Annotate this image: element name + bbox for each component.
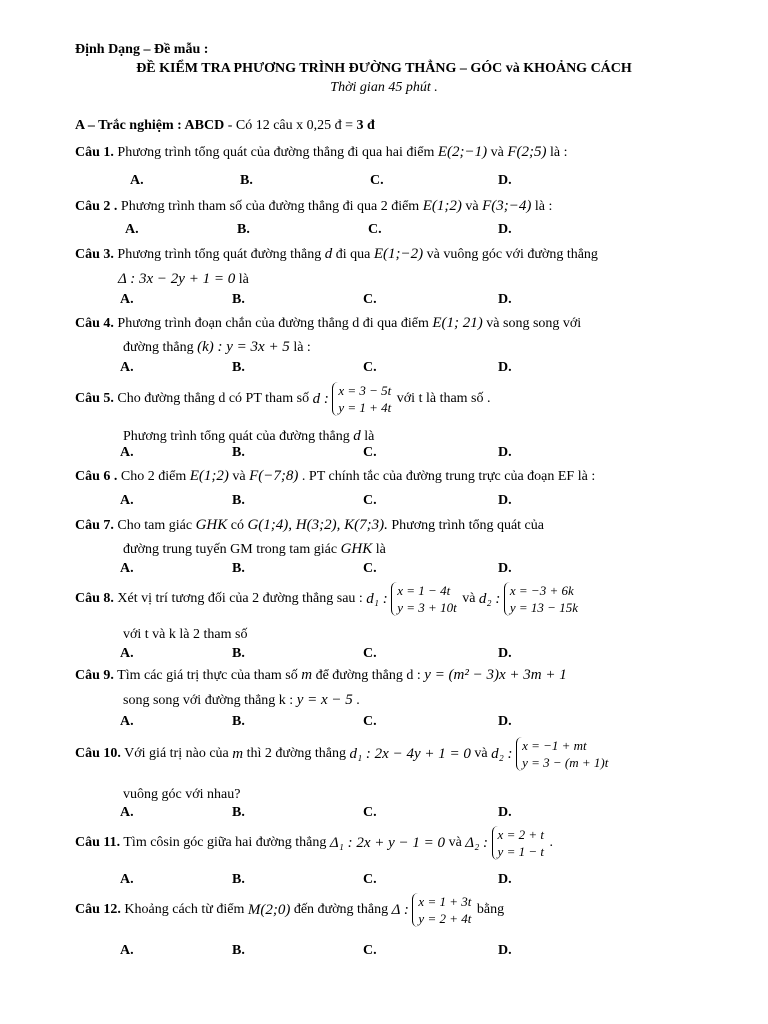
choices-q6	[0, 493, 768, 511]
question-text: Phương trình tham số của đường thẳng đi qua 2 điểm	[117, 199, 423, 214]
question-end: Phương trình tổng quát của	[387, 518, 544, 533]
choices-q9	[0, 714, 768, 732]
question-end: .	[545, 835, 553, 850]
choice-d: D.	[498, 805, 512, 820]
choice-d: D.	[498, 493, 512, 508]
point-e: E(1;2)	[422, 198, 462, 214]
section-mid: - Có 12 câu x 0,25 đ =	[224, 118, 357, 133]
system-row: x = 3 − 5t	[338, 383, 392, 398]
line-d2: d₂ :	[478, 591, 501, 607]
line-equation: y = x − 5	[296, 692, 353, 708]
question-number: Câu 12.	[75, 902, 121, 917]
line-d: d :	[312, 391, 329, 407]
choice-a: A.	[120, 292, 134, 307]
point-f: F(3;−4)	[482, 198, 532, 214]
line-d: d	[353, 428, 361, 444]
question-number: Câu 11.	[75, 835, 121, 850]
question-text: Cho đường thẳng d có PT tham số	[113, 391, 313, 406]
line-d1: d₁ : 2x − 4y + 1 = 0	[349, 746, 471, 762]
choice-c: C.	[363, 943, 377, 958]
choice-c: C.	[363, 714, 377, 729]
question-end: .	[352, 693, 360, 708]
choice-a: A.	[120, 360, 134, 375]
question-text: Cho tam giác	[113, 518, 196, 533]
format-label: Định Dạng – Đề mẫu :	[75, 42, 209, 57]
choice-a: A.	[120, 714, 134, 729]
choice-c: C.	[363, 872, 377, 887]
choice-a: A.	[120, 561, 134, 576]
param-system-2	[504, 582, 580, 616]
choice-c: C.	[363, 360, 377, 375]
question-4	[75, 314, 581, 333]
question-text: Với giá trị nào của	[120, 746, 233, 761]
param-system-1	[391, 582, 458, 616]
conj: và	[445, 835, 466, 850]
question-4-cont	[123, 338, 311, 357]
param-system	[332, 382, 393, 416]
question-number: Câu 4.	[75, 316, 114, 331]
question-text-3: đường thẳng	[123, 340, 198, 355]
choice-d: D.	[498, 714, 512, 729]
choice-c: C.	[370, 173, 384, 188]
question-text-2: đến đường thẳng	[290, 902, 392, 917]
point-e: E(1; 21)	[432, 315, 483, 331]
question-1	[75, 143, 568, 162]
question-text: Phương trình tổng quát đường thẳng	[113, 247, 325, 262]
question-text-2: thì 2 đường thẳng	[243, 746, 350, 761]
question-number: Câu 3.	[75, 247, 114, 262]
conj: và	[228, 469, 250, 484]
line-delta: Δ : 3x − 2y + 1 = 0	[118, 271, 236, 287]
conj: và	[461, 199, 483, 214]
choice-b: B.	[232, 493, 245, 508]
question-text: Cho 2 điểm	[117, 469, 190, 484]
question-text-2: để đường thẳng d :	[312, 668, 425, 683]
question-8-cont: với t và k là 2 tham số	[123, 627, 248, 642]
question-number: Câu 5.	[75, 391, 114, 406]
question-end: với t là tham số .	[393, 391, 491, 406]
point-e: E(1;−2)	[373, 246, 424, 262]
question-number: Câu 9.	[75, 668, 114, 683]
choice-d: D.	[498, 173, 512, 188]
point-e: E(2;−1)	[437, 144, 488, 160]
question-end: là :	[546, 145, 568, 160]
choice-c: C.	[363, 292, 377, 307]
choices-q10	[0, 805, 768, 823]
param-system	[516, 737, 610, 771]
question-9-cont	[123, 691, 360, 710]
question-6	[75, 467, 595, 486]
system-row: x = 1 − 4t	[397, 583, 451, 598]
choice-a: A.	[120, 445, 134, 460]
choice-c: C.	[363, 646, 377, 661]
choice-d: D.	[498, 292, 512, 307]
section-heading	[75, 117, 375, 135]
choice-a: A.	[120, 943, 134, 958]
point-f: F(−7;8)	[249, 468, 299, 484]
question-number: Câu 6 .	[75, 469, 118, 484]
param-system	[492, 826, 546, 860]
question-text-3: và vuông góc với đường thẳng	[423, 247, 598, 262]
system-row: x = 1 + 3t	[418, 894, 472, 909]
choice-a: A.	[120, 493, 134, 508]
system-row: x = −1 + mt	[522, 738, 587, 753]
choice-b: B.	[232, 646, 245, 661]
conj: và	[458, 591, 479, 606]
line-k: (k) : y = 3x + 5	[197, 339, 290, 355]
question-10-cont: vuông góc với nhau?	[123, 787, 241, 802]
question-text: Khoảng cách từ điểm	[120, 902, 248, 917]
question-7-cont	[123, 540, 386, 559]
choice-d: D.	[498, 222, 512, 237]
choice-b: B.	[232, 360, 245, 375]
choice-c: C.	[363, 561, 377, 576]
question-5	[75, 382, 491, 416]
choice-b: B.	[232, 292, 245, 307]
choice-a: A.	[120, 646, 134, 661]
choices-q12	[0, 943, 768, 961]
triangle-name: GHK	[340, 541, 373, 557]
conj: và	[470, 746, 492, 761]
question-number: Câu 8.	[75, 591, 114, 606]
point-m: M(2;0)	[247, 902, 291, 918]
question-8	[75, 582, 580, 616]
choice-d: D.	[498, 360, 512, 375]
question-7	[75, 516, 544, 535]
question-end: là	[235, 272, 249, 287]
question-10	[75, 737, 610, 771]
choices-q1	[0, 173, 768, 191]
question-end: bằng	[473, 902, 505, 917]
choices-q8	[0, 646, 768, 664]
system-row: x = 2 + t	[497, 827, 544, 842]
system-row: y = 2 + 4t	[418, 911, 472, 926]
choices-q3	[0, 292, 768, 310]
choices-q7	[0, 561, 768, 579]
question-end: là	[360, 429, 375, 444]
choice-c: C.	[363, 445, 377, 460]
system-row: y = 1 − t	[497, 844, 544, 859]
question-text: Phương trình tổng quát của đường thẳng đi qua hai điểm	[113, 145, 438, 160]
question-3	[75, 245, 598, 264]
choice-d: D.	[498, 445, 512, 460]
choices-q5	[0, 445, 768, 463]
question-end: là :	[531, 199, 553, 214]
line-equation: y = (m² − 3)x + 3m + 1	[424, 667, 567, 683]
question-11	[75, 826, 553, 860]
line-delta1: Δ₁ : 2x + y − 1 = 0	[329, 835, 446, 851]
choice-b: B.	[232, 805, 245, 820]
question-text: Xét vị trí tương đối của 2 đường thẳng sau :	[113, 591, 367, 606]
line-d: d	[324, 246, 333, 262]
question-text-3: song song với đường thẳng k :	[123, 693, 297, 708]
question-text-2: và song song với	[482, 316, 582, 331]
point-f: F(2;5)	[507, 144, 547, 160]
line-d2: d₂ :	[491, 746, 513, 762]
triangle-name: GHK	[195, 517, 228, 533]
param-m: m	[301, 667, 313, 683]
line-delta: Δ :	[391, 902, 409, 918]
question-3-cont	[118, 270, 249, 289]
exam-duration: Thời gian 45 phút .	[330, 80, 438, 95]
choice-c: C.	[363, 493, 377, 508]
choice-a: A.	[120, 872, 134, 887]
question-end: là :	[289, 340, 311, 355]
conj: và	[487, 145, 508, 160]
section-head: A – Trắc nghiệm : ABCD	[75, 118, 225, 133]
choice-a: A.	[125, 222, 139, 237]
choice-d: D.	[498, 561, 512, 576]
choices-q4	[0, 360, 768, 378]
question-text: Tìm các giá trị thực của tham số	[113, 668, 302, 683]
param-system	[412, 893, 473, 927]
question-text-2: đường trung tuyến GM trong tam giác	[123, 542, 341, 557]
question-number: Câu 7.	[75, 518, 114, 533]
section-total: 3 đ	[356, 118, 375, 133]
exam-title: ĐỀ KIỂM TRA PHƯƠNG TRÌNH ĐƯỜNG THẲNG – GÓC và KHOẢNG CÁCH	[136, 61, 632, 76]
choice-d: D.	[498, 943, 512, 958]
question-text-2: Phương trình tổng quát của đường thẳng	[123, 429, 354, 444]
conj: có	[227, 518, 248, 533]
choices-q11	[0, 872, 768, 890]
choice-c: C.	[368, 222, 382, 237]
question-9	[75, 666, 567, 685]
question-text: Phương trình đoạn chắn của đường thẳng d đi qua điểm	[113, 316, 433, 331]
choice-b: B.	[232, 714, 245, 729]
choice-a: A.	[120, 805, 134, 820]
question-12	[75, 893, 504, 927]
question-number: Câu 10.	[75, 746, 121, 761]
choices-q2	[0, 222, 768, 240]
choice-b: B.	[240, 173, 253, 188]
system-row: y = 1 + 4t	[338, 400, 392, 415]
choice-b: B.	[232, 561, 245, 576]
question-text: Tìm côsin góc giữa hai đường thẳng	[120, 835, 330, 850]
param-m: m	[232, 746, 244, 762]
choice-b: B.	[232, 943, 245, 958]
system-row: y = 3 + 10t	[397, 600, 457, 615]
question-2	[75, 197, 552, 216]
triangle-points: G(1;4), H(3;2), K(7;3).	[247, 517, 388, 533]
choice-b: B.	[232, 872, 245, 887]
question-5-cont	[123, 427, 374, 446]
question-text-2: đi qua	[332, 247, 374, 262]
choice-b: B.	[232, 445, 245, 460]
choice-a: A.	[130, 173, 144, 188]
choice-c: C.	[363, 805, 377, 820]
system-row: y = 3 − (m + 1)t	[522, 755, 609, 770]
question-end: . PT chính tắc của đường trung trực của đoạn EF là :	[298, 469, 596, 484]
choice-b: B.	[237, 222, 250, 237]
choice-d: D.	[498, 646, 512, 661]
line-d1: d₁ :	[366, 591, 388, 607]
point-e: E(1;2)	[189, 468, 229, 484]
choice-d: D.	[498, 872, 512, 887]
line-delta2: Δ₂ :	[465, 835, 489, 851]
question-number: Câu 1.	[75, 145, 114, 160]
system-row: y = 13 − 15k	[509, 600, 578, 615]
system-row: x = −3 + 6k	[509, 583, 574, 598]
question-end: là	[372, 542, 386, 557]
question-number: Câu 2 .	[75, 199, 118, 214]
